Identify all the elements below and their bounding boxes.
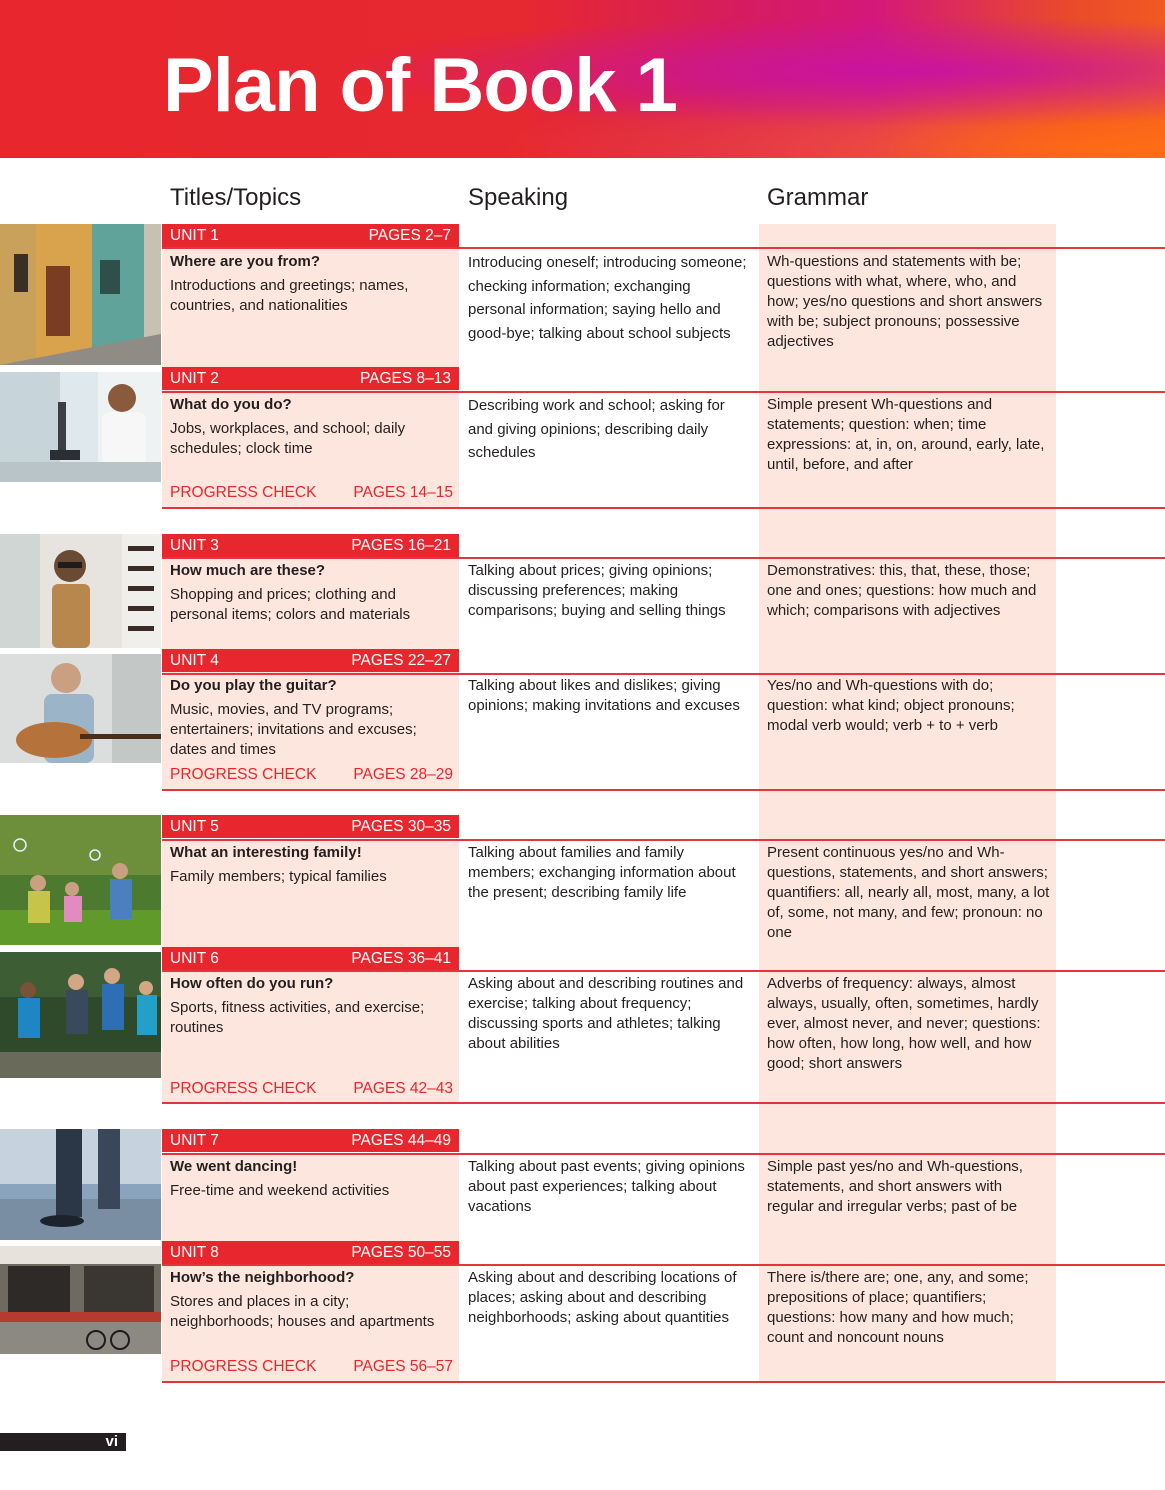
unit-pages: PAGES 2–7 — [368, 227, 451, 244]
unit-label: UNIT 2 — [170, 370, 219, 387]
divider-line — [162, 391, 1165, 393]
divider-line — [162, 1153, 1165, 1155]
unit-2-photo-lab-scientist — [0, 372, 161, 482]
unit-topics: Free-time and weekend activities — [170, 1182, 390, 1199]
page-number: vi — [0, 1433, 126, 1451]
unit-4-grammar: Yes/no and Wh-questions with do; question: what kind; object pronouns; modal verb would; verb + to + verb — [767, 677, 1015, 734]
progress-pages: PAGES 28–29 — [353, 766, 453, 783]
unit-2-speaking: Describing work and school; asking for and giving opinions; describing daily schedules — [468, 397, 725, 461]
unit-8-header — [162, 1241, 459, 1264]
unit-7-title-cell — [170, 1157, 453, 1201]
divider-line — [162, 673, 1165, 675]
unit-6-grammar: Adverbs of frequency: always, almost always, usually, often, sometimes, hardly ever, almost never, and never; questions: how often, how long, how well, and how good; short answers — [767, 975, 1041, 1072]
unit-title: What do you do? — [170, 396, 292, 413]
unit-title: How’s the neighborhood? — [170, 1269, 355, 1286]
unit-6-title-cell — [170, 974, 455, 1038]
column-heading-grammar: Grammar — [767, 184, 869, 211]
unit-1-title-cell — [170, 252, 453, 316]
divider-line — [162, 839, 1165, 841]
column-heading-titles: Titles/Topics — [170, 184, 302, 211]
unit-topics: Jobs, workplaces, and school; daily schedules; clock time — [170, 420, 406, 457]
unit-pages: PAGES 44–49 — [351, 1132, 451, 1149]
unit-6-header — [162, 947, 459, 970]
unit-pages: PAGES 50–55 — [351, 1244, 451, 1261]
unit-topics: Music, movies, and TV programs; entertainers; invitations and excuses; dates and times — [170, 701, 417, 758]
divider-line — [162, 1102, 1165, 1104]
progress-pages: PAGES 42–43 — [353, 1080, 453, 1097]
unit-2-header — [162, 367, 459, 390]
unit-pages: PAGES 16–21 — [351, 537, 451, 554]
unit-title: How often do you run? — [170, 975, 334, 992]
unit-pages: PAGES 36–41 — [351, 950, 451, 967]
unit-pages: PAGES 30–35 — [351, 818, 451, 835]
unit-5-title-cell — [170, 843, 453, 887]
unit-label: UNIT 1 — [170, 227, 219, 244]
column-heading-speaking: Speaking — [468, 184, 569, 211]
unit-label: UNIT 6 — [170, 950, 219, 967]
unit-3-speaking: Talking about prices; giving opinions; discussing preferences; making comparisons; buying and selling things — [468, 562, 726, 619]
unit-topics: Stores and places in a city; neighborhoods; houses and apartments — [170, 1293, 435, 1330]
unit-topics: Introductions and greetings; names, countries, and nationalities — [170, 277, 409, 314]
unit-5-speaking: Talking about families and family members; exchanging information about the present; describing family life — [468, 844, 736, 901]
progress-check-1 — [170, 484, 453, 502]
unit-label: UNIT 7 — [170, 1132, 219, 1149]
progress-label: PROGRESS CHECK — [170, 1080, 317, 1097]
unit-5-photo-family-bubbles — [0, 815, 161, 945]
progress-pages: PAGES 56–57 — [353, 1358, 453, 1375]
progress-pages: PAGES 14–15 — [353, 484, 453, 501]
unit-title: What an interesting family! — [170, 844, 362, 861]
unit-3-photo-sunglasses-shopper — [0, 534, 161, 648]
unit-1-speaking: Introducing oneself; introducing someone; checking information; exchanging personal information; saying hello and good-bye; talking about school subjects — [468, 254, 747, 342]
page-title: Plan of Book 1 — [163, 43, 677, 128]
title-banner — [0, 0, 1165, 158]
divider-line — [162, 789, 1165, 791]
unit-label: UNIT 3 — [170, 537, 219, 554]
progress-check-3 — [170, 1080, 453, 1098]
unit-4-speaking: Talking about likes and dislikes; giving opinions; making invitations and excuses — [468, 677, 740, 714]
unit-7-header — [162, 1129, 459, 1152]
progress-check-2 — [170, 766, 453, 784]
unit-title: We went dancing! — [170, 1158, 298, 1175]
divider-line — [162, 1381, 1165, 1383]
progress-label: PROGRESS CHECK — [170, 766, 317, 783]
unit-4-header — [162, 649, 459, 672]
unit-3-header — [162, 534, 459, 557]
unit-topics: Sports, fitness activities, and exercise; routines — [170, 999, 425, 1036]
unit-7-photo-dancing-feet — [0, 1129, 161, 1240]
divider-line — [162, 1264, 1165, 1266]
progress-check-4 — [170, 1358, 453, 1376]
progress-label: PROGRESS CHECK — [170, 1358, 317, 1375]
unit-topics: Shopping and prices; clothing and personal items; colors and materials — [170, 586, 411, 623]
unit-7-grammar: Simple past yes/no and Wh-questions, statements, and short answers with regular and irregular verbs; past of be — [767, 1158, 1023, 1215]
unit-1-grammar: Wh-questions and statements with be; questions with what, where, who, and how; yes/no questions and short answers with be; subject pronouns; possessive adjectives — [767, 253, 1043, 350]
unit-2-title-cell — [170, 395, 453, 459]
unit-7-speaking: Talking about past events; giving opinions about past experiences; talking about vacations — [468, 1158, 745, 1215]
unit-4-title-cell — [170, 676, 453, 760]
unit-label: UNIT 8 — [170, 1244, 219, 1261]
unit-4-photo-guitar-player — [0, 654, 161, 763]
unit-topics: Family members; typical families — [170, 868, 387, 885]
unit-5-header — [162, 815, 459, 838]
divider-line — [162, 507, 1165, 509]
unit-2-grammar: Simple present Wh-questions and statements; question: when; time expressions: at, in, on, around, early, late, until, before, and after — [767, 396, 1045, 473]
unit-5-grammar: Present continuous yes/no and Wh-questions, statements, and short answers; quantifiers: all, nearly all, most, many, a lot of, some, not many, and few; pronoun: no one — [767, 844, 1050, 941]
unit-1-header — [162, 224, 459, 247]
unit-6-photo-runners — [0, 952, 161, 1078]
unit-pages: PAGES 8–13 — [359, 370, 451, 387]
unit-label: UNIT 4 — [170, 652, 219, 669]
unit-6-speaking: Asking about and describing routines and exercise; talking about frequency; discussing sports and athletes; talking about abilities — [468, 975, 744, 1052]
unit-8-title-cell — [170, 1268, 453, 1332]
divider-line — [162, 247, 1165, 249]
unit-3-grammar: Demonstratives: this, that, these, those; one and ones; questions: how much and which; comparisons with adjectives — [767, 562, 1037, 619]
unit-title: How much are these? — [170, 562, 326, 579]
unit-3-title-cell — [170, 561, 453, 625]
unit-1-photo-colorful-street — [0, 224, 161, 365]
divider-line — [162, 557, 1165, 559]
unit-label: UNIT 5 — [170, 818, 219, 835]
unit-pages: PAGES 22–27 — [351, 652, 451, 669]
unit-title: Do you play the guitar? — [170, 677, 337, 694]
unit-8-speaking: Asking about and describing locations of places; asking about and describing neighborhoods; asking about quantities — [468, 1269, 737, 1326]
progress-label: PROGRESS CHECK — [170, 484, 317, 501]
divider-line — [162, 970, 1165, 972]
unit-title: Where are you from? — [170, 253, 321, 270]
unit-8-photo-storefront — [0, 1246, 161, 1354]
unit-8-grammar: There is/there are; one, any, and some; prepositions of place; quantifiers; questions: how many and how much; count and noncount nouns — [767, 1269, 1029, 1346]
